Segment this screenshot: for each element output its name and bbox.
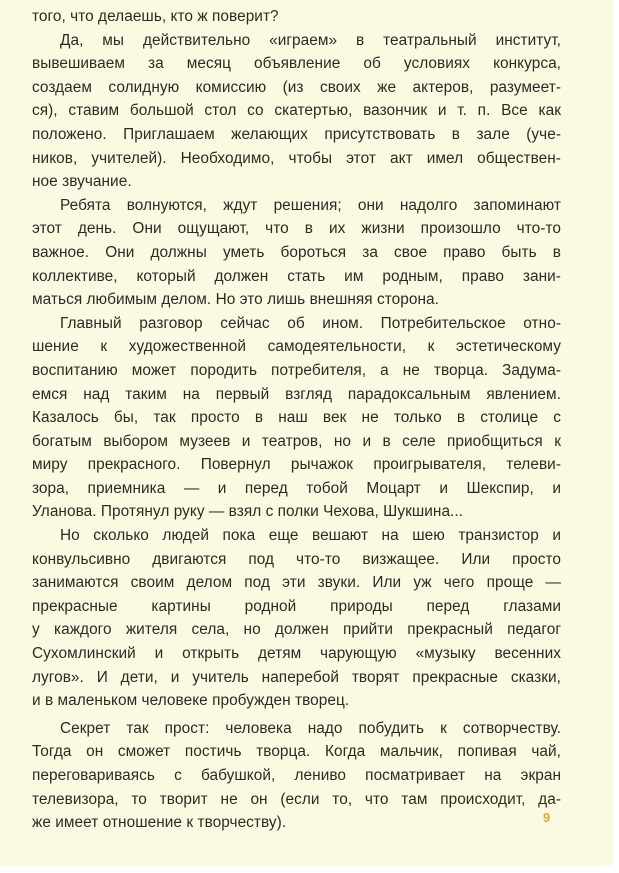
text-line: Уланова. Протянул руку — взял с полки Чехова, Шукшина...: [32, 503, 464, 521]
text-body: [32, 5, 561, 835]
text-line: Ребята волнуются, ждут решения; они надолго запоминают: [60, 196, 561, 214]
text-line: Тогда он сможет постичь творца. Когда мальчик, попивая чай,: [32, 743, 561, 761]
text-line: положено. Приглашаем желающих присутствовать в зале (уче-: [32, 125, 561, 143]
text-line: лугов». И дети, и учитель наперебой творят прекрасные сказки,: [32, 668, 561, 686]
paragraph: [32, 29, 561, 194]
text-line: Но сколько людей пока еще вешают на шею транзистор и: [60, 527, 561, 545]
paragraph: [32, 194, 561, 312]
text-line: создаем солидную комиссию (из своих же актеров, разумеет-: [32, 78, 561, 96]
text-line: зора, приемника — и перед тобой Моцарт и Шекспир, и: [32, 479, 561, 497]
text-line: важное. Они должны уметь бороться за свое право быть в: [32, 243, 561, 261]
text-line: этот день. Они ощущают, что в их жизни произошло что-то: [32, 220, 561, 238]
paragraph: [32, 524, 561, 713]
text-line: и в маленьком человеке пробужден творец.: [32, 692, 350, 710]
text-line: переговариваясь с бабушкой, лениво посматривает на экран: [32, 767, 561, 784]
text-line: шение к художественной самодеятельности, к эстетическому: [32, 338, 561, 356]
text-line: маться любимым делом. Но это лишь внешняя сторона.: [32, 291, 439, 309]
text-line: миру прекрасного. Повернул рычажок проигрывателя, телеви-: [32, 456, 561, 474]
text-line: емся над таким на первый взгляд парадоксальным явлением.: [32, 385, 561, 403]
text-line: занимаются своим делом под эти звуки. Или уж чего проще —: [32, 574, 561, 592]
paragraph: [32, 5, 561, 29]
text-line: Секрет так прост: человека надо побудить к сотворчеству.: [60, 719, 561, 737]
text-line: того, что делаешь, кто ж поверит?: [32, 8, 279, 25]
text-line: Главный разговор сейчас об ином. Потребительское отно-: [60, 314, 561, 332]
text-line: Да, мы действительно «играем» в театральный институт,: [60, 31, 561, 49]
text-line: же имеет отношение к творчеству).: [32, 814, 287, 832]
text-line: ников, учителей). Необходимо, чтобы этот акт имел обществен-: [32, 149, 561, 167]
text-line: конвульсивно двигаются под что-то визжащее. Или просто: [32, 550, 561, 568]
text-line: прекрасные картины родной природы перед глазами: [32, 597, 561, 615]
text-line: у каждого жителя села, но должен прийти прекрасный педагог: [32, 621, 561, 639]
text-line: ное звучание.: [32, 173, 132, 191]
text-line: воспитанию может породить потребителя, а не творца. Задума-: [32, 361, 561, 379]
paragraph: [32, 312, 561, 524]
text-line: богатым выбором музеев и театров, но и в селе приобщиться к: [32, 432, 561, 450]
page-number: 9: [543, 810, 551, 825]
text-line: телевизора, то творит не он (если то, что там происходит, да-: [32, 790, 561, 808]
text-line: ся), ставим большой стол со скатертью, вазончик и т. п. Все как: [32, 102, 561, 120]
text-line: вывешиваем за месяц объявление об условиях конкурса,: [32, 55, 561, 73]
paragraph: [32, 717, 561, 835]
text-line: коллективе, который должен стать им родным, право зани-: [32, 267, 561, 285]
text-line: Сухомлинский и открыть детям чарующую «музыку весенних: [32, 645, 561, 663]
text-line: Казалось бы, так просто в наш век не только в столице с: [32, 409, 561, 427]
